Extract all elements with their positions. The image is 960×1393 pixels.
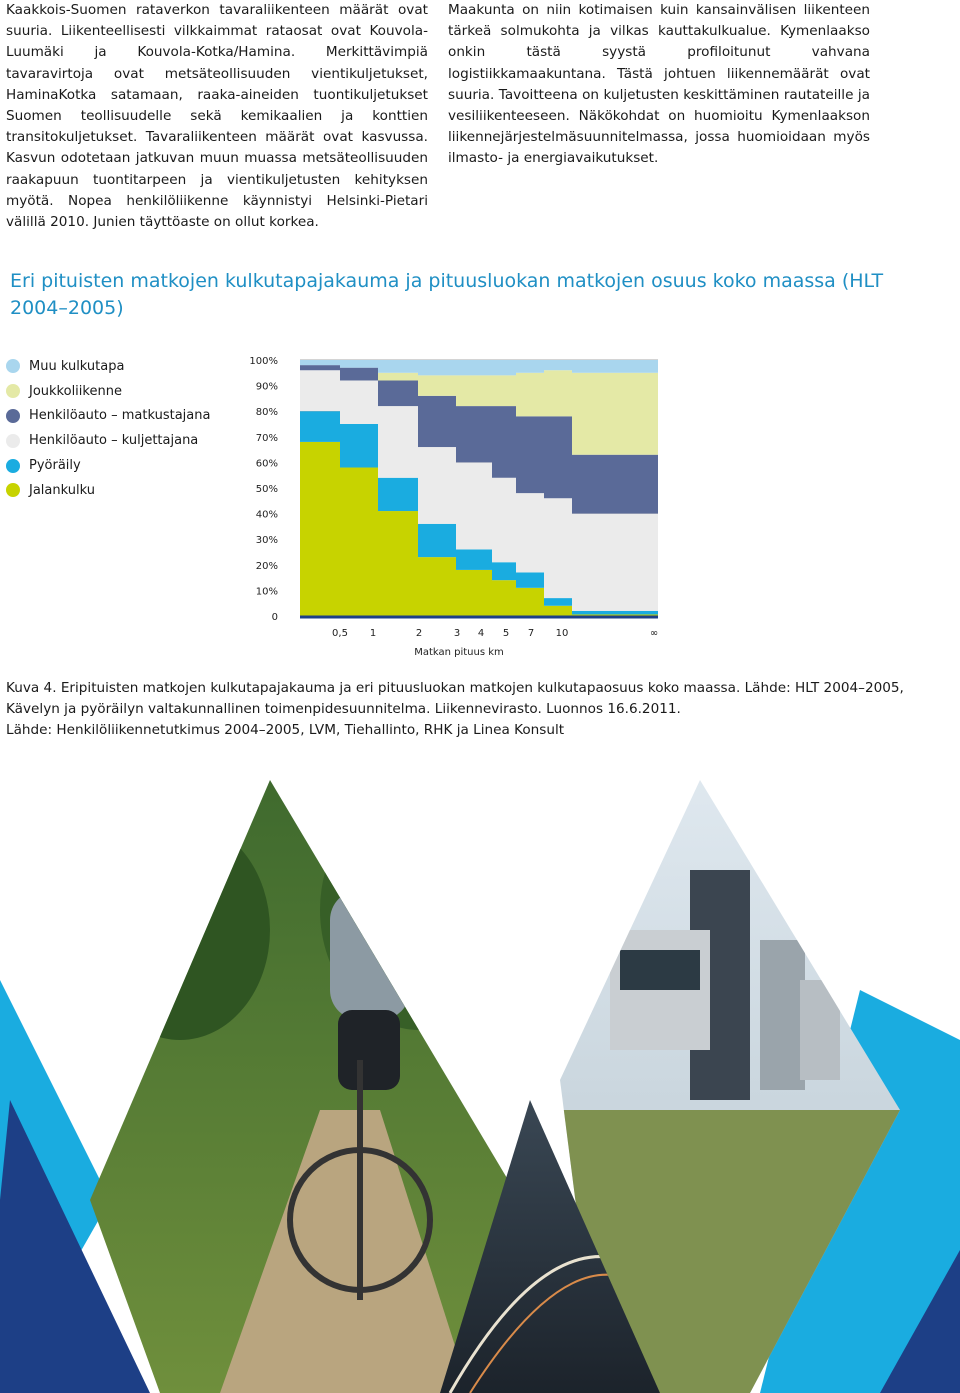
bar-segment <box>456 406 492 462</box>
bar-segment <box>572 373 658 455</box>
paragraph-right: Maakunta on niin kotimaisen kuin kansainvälisen liikenteen tärkeä solmukohta ja vilkas kauttakulkualue. Kymenlaakso onkin tästä syystä profiloitunut vahvana logistiikkamaakuntana. Tästä johtuen liikennemäärät ovat suuria. Tavoitteena on kuljetusten keskittäminen rautateille ja vesiliikenteeseen. Näkökohdat on huomioitu Kymenlaakson liikennejärjestelmäsuunnitelmassa, jossa huomioidaan myös ilmasto- ja energiavaikutukset. <box>448 2 870 167</box>
x-tick-label: 2 <box>415 628 423 639</box>
bar-segment <box>378 511 418 616</box>
legend-label: Joukkoliikenne <box>29 383 122 399</box>
bar-segment <box>418 360 456 375</box>
bar-segment <box>300 411 340 442</box>
bar-segment <box>300 360 340 365</box>
bar-segment <box>340 360 378 368</box>
x-tick-label: 5 <box>502 628 510 639</box>
bar-segment <box>456 570 492 616</box>
bar-segment <box>378 380 418 406</box>
y-tick-label: 90% <box>255 381 278 393</box>
bar-segment <box>492 562 516 580</box>
bar-segment <box>418 375 456 395</box>
x-tick-label: 7 <box>527 628 535 639</box>
bar-segment <box>492 375 516 406</box>
legend-item <box>6 453 210 478</box>
bar-segment <box>300 442 340 616</box>
legend-label: Pyöräily <box>29 458 81 474</box>
bar-segment <box>378 478 418 511</box>
chart-title: Eri pituisten matkojen kulkutapajakauma ja pituusluokan matkojen osuus koko maassa (HLT 2004–2005) <box>10 270 884 319</box>
bar-segment <box>340 368 378 381</box>
legend-swatch <box>6 384 20 398</box>
chart-legend <box>6 354 210 503</box>
legend-item <box>6 379 210 404</box>
bar-segment <box>492 580 516 616</box>
y-tick-label: 30% <box>255 535 278 547</box>
bar-segment <box>340 468 378 616</box>
bar-segment <box>572 455 658 514</box>
bar-segment <box>516 588 544 616</box>
y-tick-label: 80% <box>255 407 278 419</box>
x-tick-label: 3 <box>453 628 461 639</box>
paragraph-left: Kaakkois-Suomen rataverkon tavaraliikenteen määrät ovat suuria. Liikenteellisesti vilkkaimmat rataosat ovat Kouvola-Luumäki ja Kouvola-Kotka/Hamina. Merkittävimpiä tavaravirtoja ovat metsäteollisuuden vientikuljetukset, HaminaKotka satamaan, raaka-aineiden tuontikuljetukset Suomen teollisuudelle sekä kemikaalien ja konttien transitokuljetukset. Tavaraliikenteen määrät ovat kasvussa. Kasvun odotetaan jatkuvan muun muassa metsäteollisuuden raakapuun tuontitarpeen ja vientikuljetusten kehityksen myötä. Nopea henkilöliikenne käynnistyi Helsinki-Pietari välillä 2010. Junien täyttöaste on ollut korkea. <box>6 2 428 231</box>
bar-segment <box>544 416 572 498</box>
bar-segment <box>418 557 456 616</box>
legend-item <box>6 478 210 503</box>
legend-swatch <box>6 409 20 423</box>
bar-segment <box>456 360 492 375</box>
bar-segment <box>544 370 572 416</box>
bar-segment <box>492 360 516 375</box>
legend-swatch <box>6 483 20 497</box>
x-tick-label: 10 <box>555 628 569 639</box>
legend-label: Henkilöauto – matkustajana <box>29 408 211 424</box>
bar-segment <box>418 396 456 447</box>
bar-segment <box>572 611 658 615</box>
y-tick-label: 20% <box>255 560 278 572</box>
stacked-bar-chart <box>240 350 680 662</box>
legend-label: Jalankulku <box>29 482 95 498</box>
bar-segment <box>340 424 378 468</box>
bar-segment <box>300 365 340 370</box>
bar-segment <box>544 360 572 370</box>
figure-caption <box>6 678 906 742</box>
bar-segment <box>340 380 378 424</box>
bar-segment <box>516 416 544 493</box>
bar-segment <box>544 498 572 598</box>
y-tick-label: 60% <box>255 458 278 470</box>
legend-swatch <box>6 359 20 373</box>
legend-swatch <box>6 459 20 473</box>
caption-line-1: Kuva 4. Eripituisten matkojen kulkutapajakauma ja eri pituusluokan matkojen kulkutapaosuus koko maassa. Lähde: HLT 2004–2005, Kävelyn ja pyöräilyn valtakunnallinen toimenpidesuunnitelma. Liikennevirasto. Luonnos 16.6.2011. <box>6 680 904 718</box>
bar-segment <box>378 360 418 373</box>
text-column-right <box>448 0 870 170</box>
y-tick-label: 10% <box>255 586 278 598</box>
legend-item <box>6 428 210 453</box>
bar-segment <box>418 447 456 524</box>
x-tick-label: 0,5 <box>332 628 348 639</box>
bar-segment <box>300 370 340 411</box>
x-axis-label: Matkan pituus km <box>414 647 504 658</box>
bar-segment <box>572 360 658 373</box>
bar-segment <box>544 598 572 606</box>
legend-item <box>6 404 210 429</box>
bar-segment <box>456 462 492 549</box>
text-column-left <box>6 0 428 233</box>
x-tick-label: 1 <box>369 628 377 639</box>
bar-segment <box>418 524 456 557</box>
photo-collage <box>0 780 960 1393</box>
legend-swatch <box>6 434 20 448</box>
bar-segment <box>456 375 492 406</box>
bar-segment <box>378 373 418 381</box>
bar-segment <box>516 493 544 572</box>
caption-line-2: Lähde: Henkilöliikennetutkimus 2004–2005, LVM, Tiehallinto, RHK ja Linea Konsult <box>6 722 565 739</box>
y-tick-label: 40% <box>255 509 278 521</box>
y-tick-label: 50% <box>255 484 278 495</box>
y-tick-label: 70% <box>255 432 278 444</box>
y-tick-label: 0 <box>271 612 278 623</box>
bar-segment <box>492 406 516 478</box>
x-tick-label: 4 <box>477 628 485 639</box>
bar-segment <box>516 373 544 417</box>
bar-segment <box>492 478 516 562</box>
bar-segment <box>456 549 492 569</box>
y-tick-label: 100% <box>249 356 278 367</box>
bar-segment <box>544 606 572 616</box>
legend-item <box>6 354 210 379</box>
legend-label: Muu kulkutapa <box>29 358 125 374</box>
bar-segment <box>516 360 544 373</box>
bar-segment <box>378 406 418 478</box>
bar-segment <box>572 514 658 611</box>
legend-label: Henkilöauto – kuljettajana <box>29 433 199 449</box>
bar-segment <box>516 572 544 587</box>
x-tick-label: ∞ <box>649 628 659 639</box>
